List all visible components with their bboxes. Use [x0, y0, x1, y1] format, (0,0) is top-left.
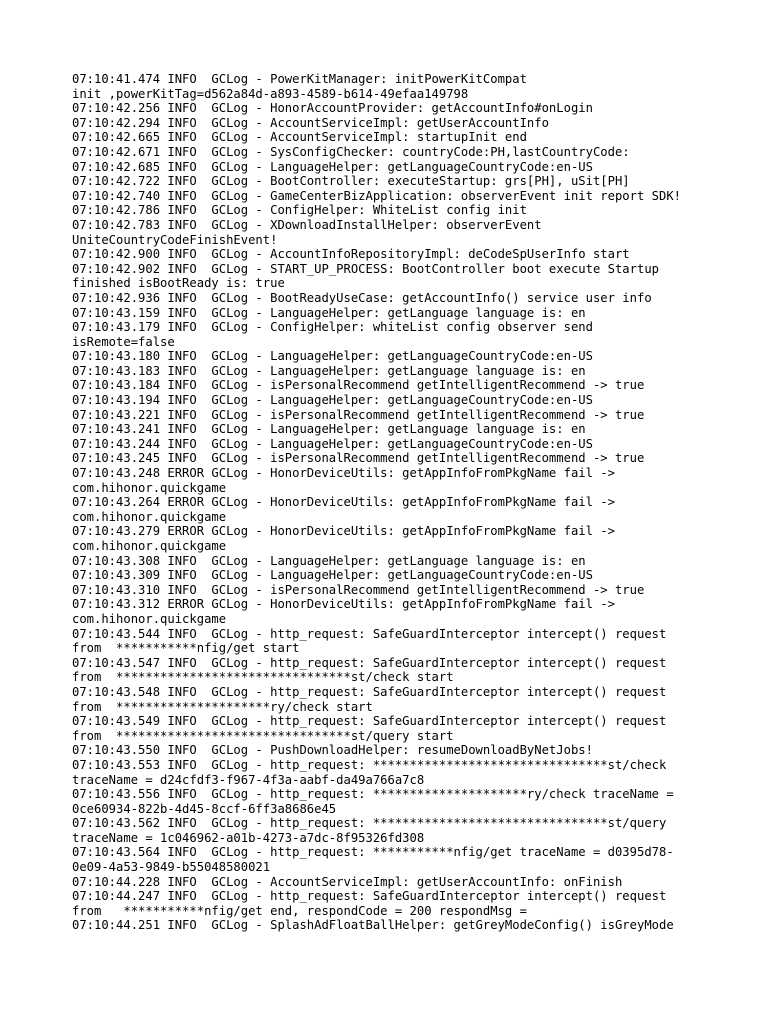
log-line: 07:10:43.310 INFO GCLog - isPersonalRecommend getIntelligentRecommend -> true — [72, 582, 645, 597]
log-line: from *********************ry/check start — [72, 699, 373, 714]
log-line: 07:10:43.184 INFO GCLog - isPersonalRecommend getIntelligentRecommend -> true — [72, 378, 645, 393]
log-line: 07:10:42.900 INFO GCLog - AccountInfoRepositoryImpl: deCodeSpUserInfo start — [72, 247, 630, 262]
log-line: 07:10:43.221 INFO GCLog - isPersonalRecommend getIntelligentRecommend -> true — [72, 407, 645, 422]
log-line: 07:10:42.902 INFO GCLog - START_UP_PROCESS: BootController boot execute Startup — [72, 261, 659, 276]
log-line: 07:10:43.309 INFO GCLog - LanguageHelper: getLanguageCountryCode:en-US — [72, 568, 593, 583]
log-line: 07:10:42.256 INFO GCLog - HonorAccountProvider: getAccountInfo#onLogin — [72, 101, 593, 116]
log-line: 07:10:42.936 INFO GCLog - BootReadyUseCase: getAccountInfo() service user info — [72, 290, 652, 305]
log-line: from ***********nfig/get end, respondCode = 200 respondMsg = — [72, 903, 527, 918]
log-line: traceName = d24cfdf3-f967-4f3a-aabf-da49a766a7c8 — [72, 772, 425, 787]
log-line: 07:10:42.665 INFO GCLog - AccountServiceImpl: startupInit end — [72, 130, 527, 145]
log-line: 07:10:43.179 INFO GCLog - ConfigHelper: whiteList config observer send — [72, 320, 593, 335]
log-line: 07:10:43.553 INFO GCLog - http_request: ********************************st/check — [72, 757, 667, 772]
log-line: 07:10:43.312 ERROR GCLog - HonorDeviceUtils: getAppInfoFromPkgName fail -> — [72, 597, 615, 612]
log-lines — [72, 72, 712, 933]
log-line: from ********************************st/check start — [72, 670, 454, 685]
log-line: init ,powerKitTag=d562a84d-a893-4589-b614-49efaa149798 — [72, 86, 469, 101]
log-line: 07:10:42.783 INFO GCLog - XDownloadInstallHelper: observerEvent — [72, 217, 542, 232]
log-line: 07:10:41.474 INFO GCLog - PowerKitManager: initPowerKitCompat — [72, 72, 527, 86]
log-line: com.hihonor.quickgame — [72, 480, 227, 495]
log-line: finished isBootReady is: true — [72, 276, 285, 291]
log-line: 07:10:43.549 INFO GCLog - http_request: SafeGuardInterceptor intercept() request — [72, 714, 667, 729]
log-line: 0ce60934-822b-4d45-8ccf-6ff3a8686e45 — [72, 801, 337, 816]
log-line: from ********************************st/query start — [72, 728, 454, 743]
log-line: 07:10:42.740 INFO GCLog - GameCenterBizApplication: observerEvent init report SDK! — [72, 188, 682, 203]
log-line: 07:10:43.544 INFO GCLog - http_request: SafeGuardInterceptor intercept() request — [72, 626, 667, 641]
log-line: traceName = 1c046962-a01b-4273-a7dc-8f95326fd308 — [72, 830, 425, 845]
log-line: 07:10:43.159 INFO GCLog - LanguageHelper: getLanguage language is: en — [72, 305, 586, 320]
log-line: 07:10:43.308 INFO GCLog - LanguageHelper: getLanguage language is: en — [72, 553, 586, 568]
log-line: 07:10:43.248 ERROR GCLog - HonorDeviceUtils: getAppInfoFromPkgName fail -> — [72, 466, 615, 481]
log-line: 07:10:43.548 INFO GCLog - http_request: SafeGuardInterceptor intercept() request — [72, 684, 667, 699]
log-line: com.hihonor.quickgame — [72, 509, 227, 524]
log-line: 07:10:43.244 INFO GCLog - LanguageHelper: getLanguageCountryCode:en-US — [72, 436, 593, 451]
log-line: 07:10:43.562 INFO GCLog - http_request: ********************************st/query — [72, 816, 667, 831]
log-line: 07:10:43.241 INFO GCLog - LanguageHelper: getLanguage language is: en — [72, 422, 586, 437]
log-document — [72, 72, 712, 933]
log-line: 07:10:43.564 INFO GCLog - http_request: ***********nfig/get traceName = d0395d78- — [72, 845, 674, 860]
log-line: 07:10:42.722 INFO GCLog - BootController: executeStartup: grs[PH], uSit[PH] — [72, 174, 630, 189]
log-line: 07:10:44.228 INFO GCLog - AccountServiceImpl: getUserAccountInfo: onFinish — [72, 874, 623, 889]
log-line: 07:10:44.251 INFO GCLog - SplashAdFloatBallHelper: getGreyModeConfig() isGreyMode — [72, 918, 674, 933]
log-line: com.hihonor.quickgame — [72, 539, 227, 553]
log-line: 07:10:43.279 ERROR GCLog - HonorDeviceUtils: getAppInfoFromPkgName fail -> — [72, 524, 615, 539]
log-line: 07:10:43.556 INFO GCLog - http_request: *********************ry/check traceName = — [72, 787, 674, 802]
log-line: com.hihonor.quickgame — [72, 611, 227, 626]
log-line: 07:10:42.294 INFO GCLog - AccountServiceImpl: getUserAccountInfo — [72, 115, 549, 130]
log-line: 07:10:42.685 INFO GCLog - LanguageHelper: getLanguageCountryCode:en-US — [72, 159, 593, 174]
log-line: 07:10:42.671 INFO GCLog - SysConfigChecker: countryCode:PH,lastCountryCode: — [72, 144, 630, 159]
log-line: 07:10:42.786 INFO GCLog - ConfigHelper: WhiteList config init — [72, 203, 527, 218]
log-line: from ***********nfig/get start — [72, 641, 300, 656]
log-line: 0e09-4a53-9849-b55048580021 — [72, 860, 271, 875]
log-line: UniteCountryCodeFinishEvent! — [72, 232, 278, 247]
log-line: 07:10:43.180 INFO GCLog - LanguageHelper: getLanguageCountryCode:en-US — [72, 349, 593, 364]
log-line: 07:10:43.183 INFO GCLog - LanguageHelper: getLanguage language is: en — [72, 363, 586, 378]
log-line: 07:10:43.194 INFO GCLog - LanguageHelper: getLanguageCountryCode:en-US — [72, 393, 593, 408]
log-line: 07:10:43.547 INFO GCLog - http_request: SafeGuardInterceptor intercept() request — [72, 655, 667, 670]
log-line: 07:10:43.245 INFO GCLog - isPersonalRecommend getIntelligentRecommend -> true — [72, 451, 645, 466]
log-line: 07:10:43.550 INFO GCLog - PushDownloadHelper: resumeDownloadByNetJobs! — [72, 743, 593, 758]
log-line: 07:10:44.247 INFO GCLog - http_request: SafeGuardInterceptor intercept() request — [72, 889, 667, 904]
log-line: 07:10:43.264 ERROR GCLog - HonorDeviceUtils: getAppInfoFromPkgName fail -> — [72, 495, 615, 510]
log-line: isRemote=false — [72, 334, 175, 349]
